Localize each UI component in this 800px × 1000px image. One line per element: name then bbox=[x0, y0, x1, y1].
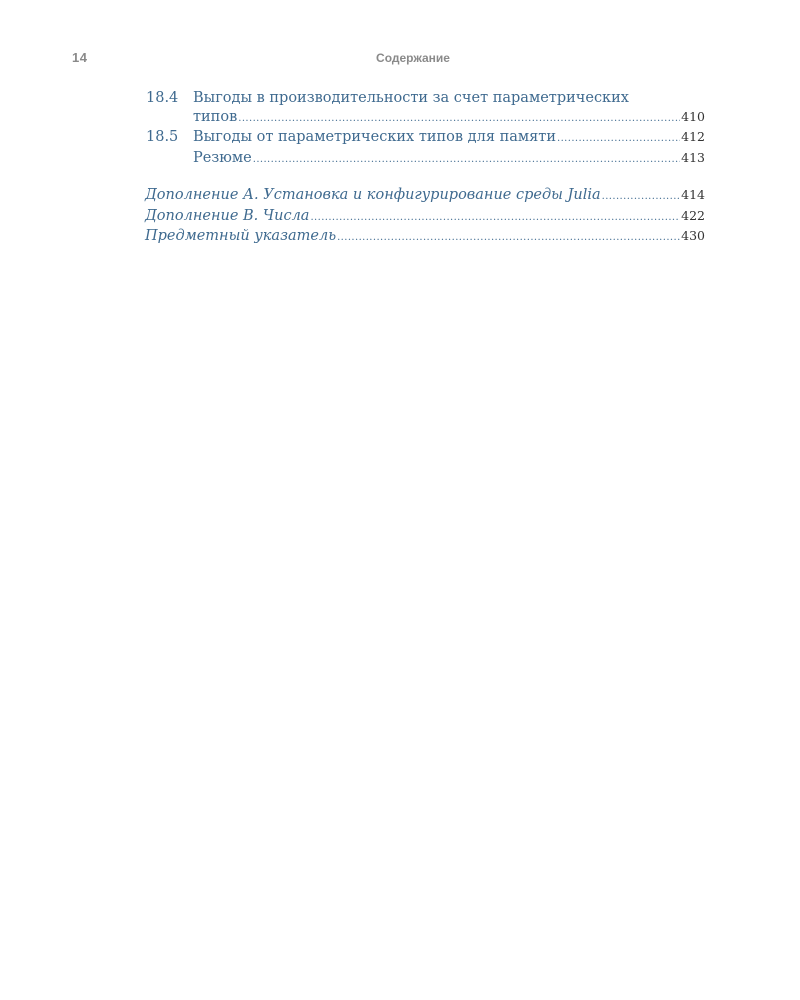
toc-entry-title: Выгоды от параметрических типов для памяти bbox=[193, 129, 556, 145]
toc-entry-18-5[interactable] bbox=[145, 128, 705, 149]
toc-dot-leader bbox=[238, 110, 680, 129]
toc-appendices bbox=[145, 186, 705, 248]
toc-entry-title: Дополнение В. Числа bbox=[145, 207, 310, 224]
toc-entry-appendix-b[interactable] bbox=[145, 207, 705, 228]
table-of-contents bbox=[145, 89, 705, 248]
toc-entry-summary[interactable] bbox=[145, 149, 705, 170]
toc-dot-leader bbox=[557, 130, 680, 149]
toc-entry-title: Дополнение А. Установка и конфигурирование среды Julia bbox=[145, 187, 601, 203]
toc-dot-leader bbox=[253, 151, 680, 170]
running-header: Содержание bbox=[376, 51, 450, 65]
toc-entry-title-continued: типов bbox=[193, 108, 238, 125]
toc-entry-title: Выгоды в производительности за счет параметрических bbox=[193, 90, 629, 106]
toc-page-number: 413 bbox=[681, 149, 705, 165]
toc-entry-appendix-a[interactable] bbox=[145, 186, 705, 207]
toc-page-number: 430 bbox=[681, 228, 705, 243]
toc-section-number: 18.5 bbox=[146, 129, 179, 145]
toc-page-number: 410 bbox=[681, 108, 705, 124]
toc-entry-18-4[interactable] bbox=[145, 89, 705, 128]
toc-dot-leader bbox=[337, 229, 680, 248]
page-number: 14 bbox=[72, 50, 88, 65]
toc-entry-title: Резюме bbox=[193, 149, 252, 166]
toc-dot-leader bbox=[602, 188, 681, 207]
toc-entry-title: Предметный указатель bbox=[145, 228, 337, 244]
toc-dot-leader bbox=[310, 209, 680, 228]
toc-page-number: 422 bbox=[681, 207, 705, 223]
toc-page-number: 412 bbox=[681, 129, 705, 144]
toc-section-number: 18.4 bbox=[146, 90, 179, 106]
toc-entry-index[interactable] bbox=[145, 227, 705, 248]
toc-page-number: 414 bbox=[681, 187, 705, 202]
